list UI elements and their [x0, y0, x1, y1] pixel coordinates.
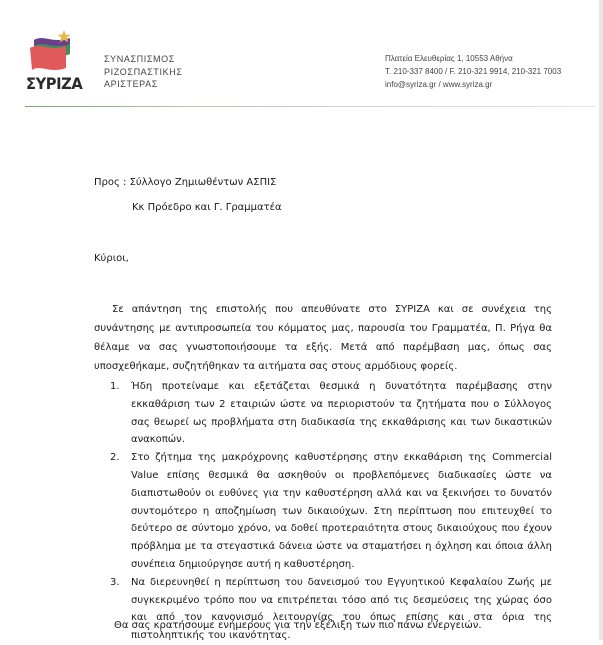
party-name-line: ΑΡΙΣΤΕΡΑΣ	[104, 79, 158, 89]
contact-info	[385, 52, 561, 91]
list-item	[110, 378, 552, 449]
list-item	[110, 449, 552, 574]
contact-address: Πλατεία Ελευθερίας 1, 10553 Αθήνα	[385, 54, 513, 63]
recipient-attention: Κκ Πρόεδρο και Γ. Γραμματέα	[132, 202, 282, 213]
letterhead	[0, 0, 600, 93]
header-divider	[25, 106, 595, 107]
list-item-number: 2.	[110, 452, 120, 464]
salutation: Κύριοι,	[94, 253, 129, 264]
contact-web: info@syriza.gr / www.syriza.gr	[385, 80, 493, 89]
list-item	[110, 574, 552, 645]
list-item-text: Στο ζήτημα της μακρόχρονης καθυστέρησης στην εκκαθάριση της Commercial Value επίσης θεσμικά θα ασκηθούν οι προβλεπόμενες διαδικασίες ώστε να διαπιστωθούν οι ευθύνες για την καθυστέρηση αλλά και να ξεκινήσει το δυνατόν συντομότερο η αποζημίωση των δικαιούχων. Στη περίπτωση που επιτευχθεί το δεύτερο σε σύντομο χρόνο, να δοθεί προτεραιότητα στους δικαιούχους που έχουν πρόβλημα με τα στεγαστικά δάνεια ώστε να σταματήσει η όχληση και όποια άλλη συνέπεια δημιούργησε αυτή η καθυστέρηση.	[131, 452, 552, 570]
action-items-list	[110, 378, 552, 645]
list-item-number: 1.	[110, 381, 120, 392]
flag-star-icon	[26, 30, 76, 76]
list-item-text: Να διερευνηθεί η περίπτωση του δανεισμού του Εγγυητικού Κεφαλαίου Ζωής με συγκεκριμένο τρόπο που να επιτρέπεται τόσο από τις δεσμεύσεις της χώρας όσο και από τον κανονισμό λειτουργίας του όπως επίσης και στα όρια της πιστοληπτικής του ικανότητας.	[131, 576, 552, 642]
list-item-number: 3.	[110, 576, 120, 588]
intro-paragraph: Σε απάντηση της επιστολής που απευθύνατε στο ΣΥΡΙΖΑ και σε συνέχεια της συνάντησης με αντιπροσωπεία του κόμματος μας, παρουσία του Γραμματέα, Π. Ρήγα θα θέλαμε να σας γνωστοποιήσουμε τα εξής. Μετά από παρέμβαση μας, όπως σας υποσχεθήκαμε, συζητήθηκαν τα αιτήματα σας στους αρμόδιους φορείς.	[94, 304, 552, 372]
contact-phones: Τ. 210-337 8400 / F. 210-321 9914, 210-321 7003	[385, 67, 562, 76]
party-name-line: ΣΥΝΑΣΠΙΣΜΟΣ	[104, 54, 175, 64]
party-full-name	[104, 53, 183, 91]
page-edge	[599, 0, 603, 640]
list-item-text: Ήδη προτείναμε και εξετάζεται θεσμικά η δυνατότητα παρέμβασης στην εκκαθάριση των 2 εταιριών ώστε να περιοριστούν τα ζητήματα που ο Σύλλογος σας θεωρεί ως προβλήματα στη διαδικασία της εκκαθάρισης και των δικαστικών ανακοπών.	[131, 381, 552, 446]
party-name-line: ΡΙΖΟΣΠΑΣΤΙΚΗΣ	[104, 66, 183, 77]
logo-wordmark: ΣΥΡΙΖΑ	[26, 74, 83, 93]
recipient-line: Προς : Σύλλογο Ζημιωθέντων ΑΣΠΙΣ	[94, 177, 277, 188]
syriza-logo	[26, 30, 83, 93]
closing-line: Θα σας κρατήσουμε ενήμερους για την εξέλιξη των πιο πάνω ενεργειών.	[114, 620, 482, 631]
